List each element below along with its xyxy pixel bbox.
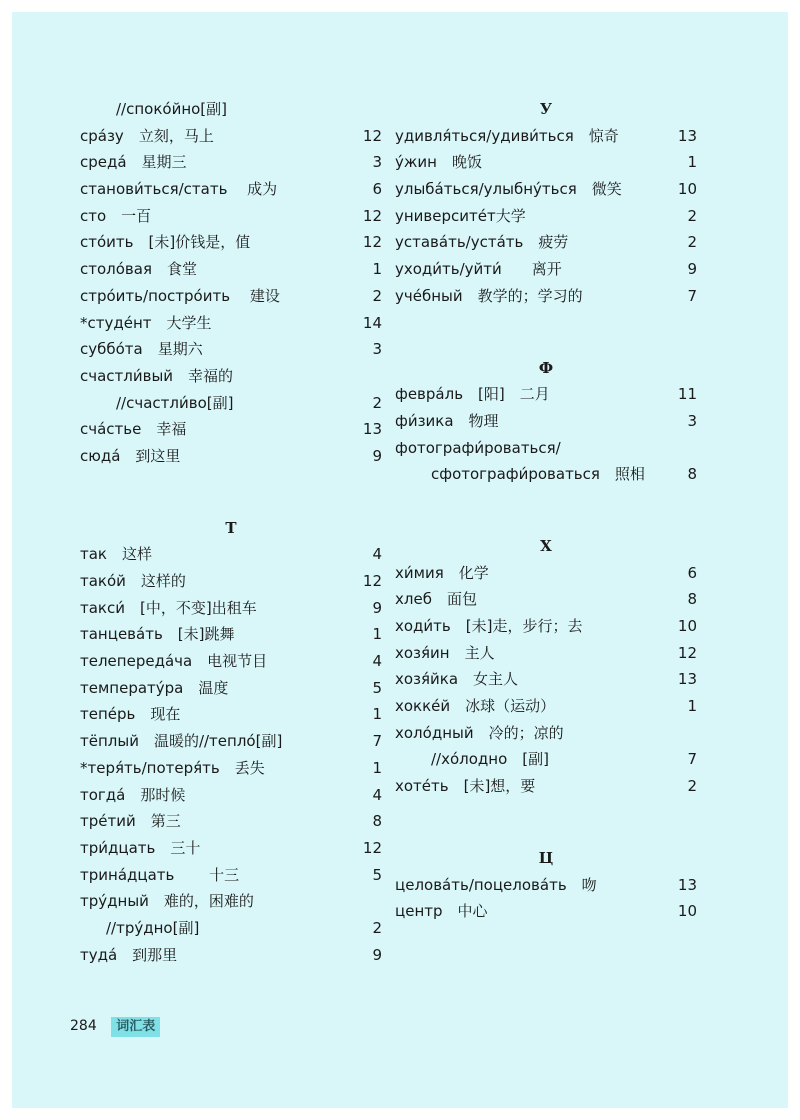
- list-item: телепереда́ча 电视节目 4: [80, 652, 382, 671]
- list-item: сча́стье 幸福 13: [80, 420, 382, 439]
- list-item: тепе́рь 现在 1: [80, 705, 382, 724]
- list-item: *студе́нт 大学生 14: [80, 313, 382, 332]
- list-item: хокке́й 冰球（运动） 1: [395, 697, 697, 716]
- section-letter-f: Ф: [538, 358, 554, 377]
- section-gap: [80, 470, 382, 515]
- section-letter-h: Х: [540, 536, 552, 555]
- list-item: тако́й 这样的 12: [80, 572, 382, 590]
- list-item: *теря́ть/потеря́ть 丢失 1: [80, 758, 382, 777]
- list-item: университе́т大学 2: [395, 206, 697, 225]
- list-item: холо́дный 冷的；凉的: [395, 723, 564, 742]
- list-item: уче́бный 教学的；学习的 7: [395, 286, 697, 305]
- section-gap: [395, 800, 697, 845]
- section-tag: 词汇表: [111, 1017, 160, 1037]
- list-item: сто 一百 12: [80, 206, 382, 225]
- list-item: тру́дный 难的，困难的: [80, 892, 254, 911]
- list-item: удивля́ться/удиви́ться 惊奇 13: [395, 126, 697, 145]
- list-item: температу́ра 温度 5: [80, 678, 382, 697]
- list-item: туда́ 到那里 9: [80, 945, 382, 964]
- list-item: такси́ [中，不变]出租车 9: [80, 598, 382, 617]
- list-item: трина́дцать 十三 5: [80, 865, 382, 884]
- list-item: тёплый 温暖的//тепло́[副] 7: [80, 732, 382, 751]
- right-column: [395, 96, 697, 925]
- section-letter-ts: Ц: [538, 848, 554, 867]
- list-item: станови́ться/стать 成为 6: [80, 180, 382, 199]
- list-item: //счастли́во[副] 2: [116, 393, 382, 412]
- list-item: сра́зу 立刻，马上 12: [80, 126, 382, 145]
- list-item: //споко́йно[副]: [116, 100, 228, 118]
- list-item: так 这样 4: [80, 545, 382, 564]
- list-item: три́дцать 三十 12: [80, 838, 382, 857]
- page-number: 284: [70, 1018, 97, 1034]
- list-item: сто́ить [未]价钱是，值 12: [80, 233, 382, 252]
- list-item: уходи́ть/уйти́ 离开 9: [395, 260, 697, 279]
- left-column: [80, 96, 382, 968]
- list-item: //тру́дно[副] 2: [106, 918, 382, 937]
- section-gap: [395, 310, 697, 355]
- list-item: тре́тий 第三 8: [80, 812, 382, 831]
- list-item: февра́ль [阳] 二月 11: [395, 385, 697, 404]
- list-item: стро́ить/постро́ить 建设 2: [80, 286, 382, 305]
- list-item: столо́вая 食堂 1: [80, 260, 382, 279]
- list-item: хи́мия 化学 6: [395, 563, 697, 582]
- page-footer: [70, 1016, 160, 1037]
- list-item: ходи́ть [未]走，步行；去 10: [395, 617, 697, 635]
- section-letter-u: У: [539, 100, 553, 118]
- list-item: //хо́лодно [副] 7: [431, 750, 697, 769]
- list-item: хлеб 面包 8: [395, 590, 697, 609]
- section-letter-t: Т: [225, 518, 237, 537]
- list-item: устава́ть/уста́ть 疲劳 2: [395, 233, 697, 252]
- list-item: среда́ 星期三 3: [80, 153, 382, 172]
- list-item: сфотографи́роваться 照相 8: [431, 465, 697, 484]
- list-item: сюда́ 到这里 9: [80, 446, 382, 465]
- list-item: танцева́ть [未]跳舞 1: [80, 625, 382, 644]
- page: [12, 12, 788, 1108]
- list-item: хоте́ть [未]想，要 2: [395, 777, 697, 796]
- list-item: тогда́ 那时候 4: [80, 785, 382, 804]
- list-item: фотографи́роваться/: [395, 438, 561, 457]
- list-item: у́жин 晚饭 1: [395, 153, 697, 172]
- list-item: фи́зика 物理 3: [395, 411, 697, 430]
- list-item: счастли́вый 幸福的: [80, 366, 234, 385]
- section-gap: [395, 488, 697, 533]
- list-item: хозя́ин 主人 12: [395, 643, 697, 662]
- list-item: целова́ть/поцелова́ть 吻 13: [395, 875, 697, 894]
- list-item: улыба́ться/улыбну́ться 微笑 10: [395, 180, 697, 199]
- list-item: хозя́йка 女主人 13: [395, 670, 697, 689]
- list-item: суббо́та 星期六 3: [80, 340, 382, 359]
- list-item: центр 中心 10: [395, 902, 697, 921]
